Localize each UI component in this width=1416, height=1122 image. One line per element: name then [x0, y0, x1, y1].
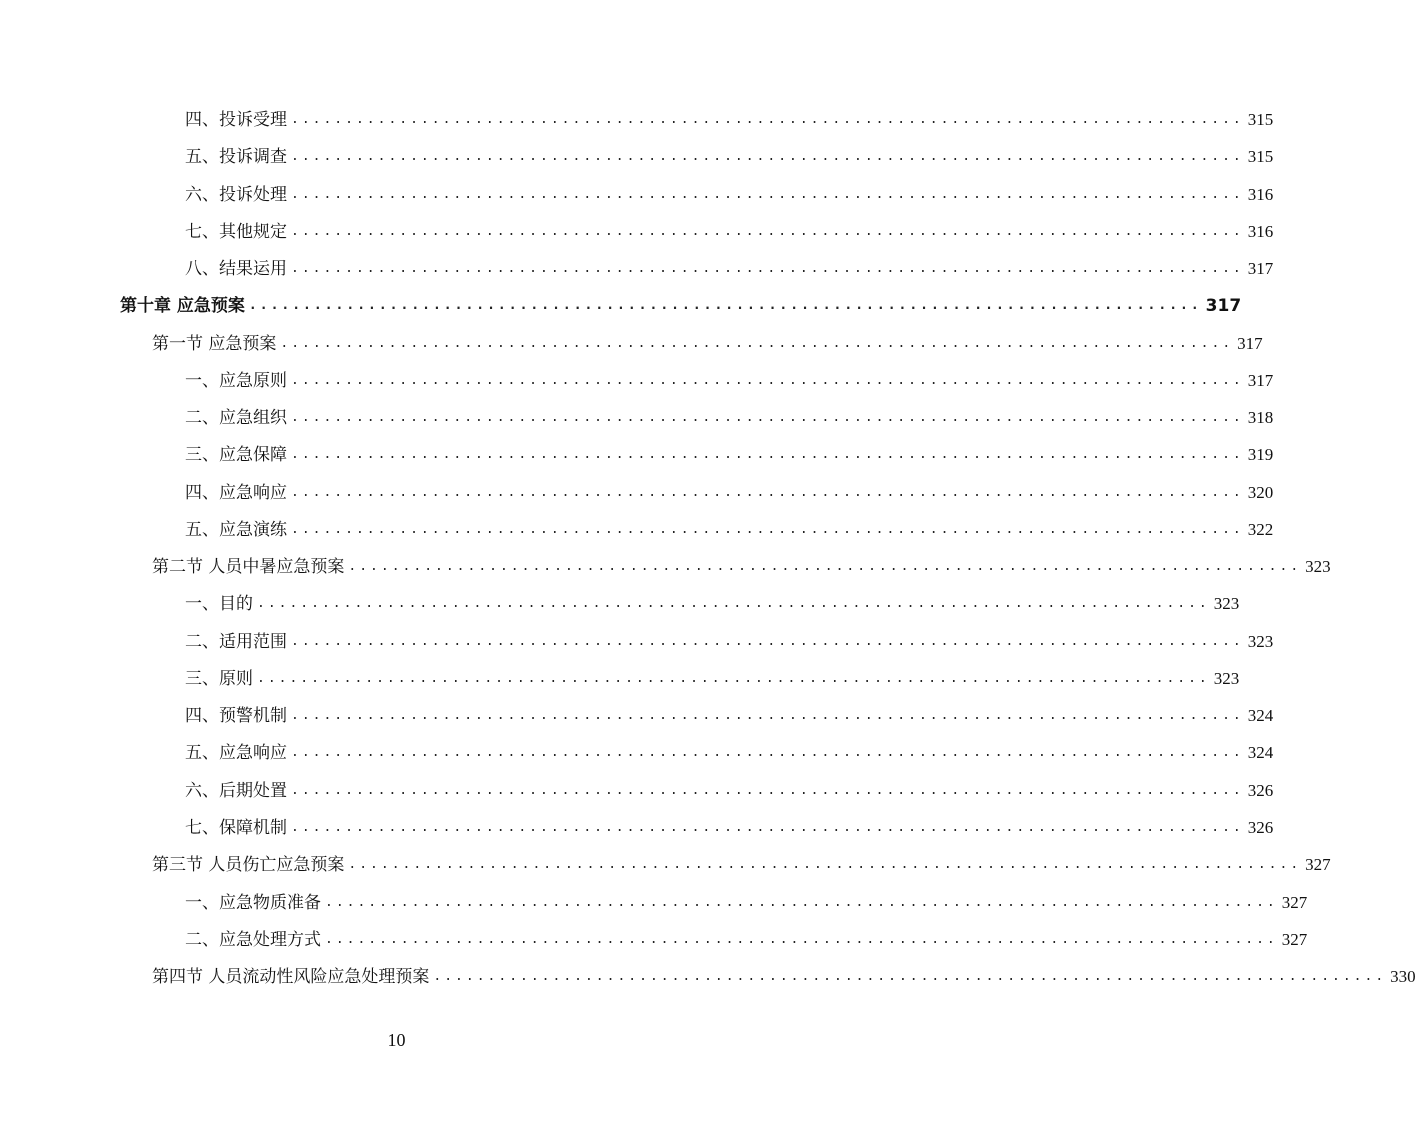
toc-entry-title: 四、投诉受理 [185, 110, 287, 130]
toc-dot-leader: ........................................................................................ [291, 224, 1244, 239]
toc-dot-leader: ........................................................................................ [291, 820, 1244, 835]
toc-entry[interactable] [185, 481, 1274, 505]
toc-section-entry[interactable] [152, 332, 1263, 356]
toc-dot-leader: ........................................................................................ [325, 895, 1278, 910]
toc-dot-leader: ........................................................................................ [348, 559, 1302, 574]
toc-dot-leader: ........................................................................................ [325, 932, 1278, 947]
toc-entry-page: 326 [1247, 781, 1274, 800]
toc-entry-title: 第二节 人员中暑应急预案 [152, 557, 345, 577]
toc-entry-title: 六、后期处置 [185, 781, 287, 801]
toc-entry[interactable] [185, 816, 1274, 840]
toc-entry-page: 317 [1247, 371, 1274, 390]
toc-entry-page: 327 [1281, 893, 1308, 912]
toc-entry-page: 324 [1247, 706, 1274, 725]
toc-entry-page: 327 [1281, 930, 1308, 949]
toc-entry-page: 317 [1237, 334, 1263, 353]
toc-entry-title: 五、投诉调查 [185, 147, 287, 167]
toc-entry[interactable] [185, 369, 1274, 393]
toc-entry-title: 第三节 人员伤亡应急预案 [152, 855, 345, 875]
toc-dot-leader: ........................................................................................ [291, 522, 1244, 537]
toc-dot-leader: ........................................................................................ [291, 373, 1244, 388]
toc-dot-leader: ........................................................................................ [291, 708, 1244, 723]
toc-entry[interactable] [185, 145, 1274, 169]
toc-entry[interactable] [185, 779, 1274, 803]
toc-entry[interactable] [185, 667, 1240, 691]
toc-entry-page: 323 [1247, 632, 1274, 651]
toc-dot-leader: ........................................................................................ [291, 783, 1244, 798]
toc-chapter-entry[interactable] [120, 294, 1242, 318]
toc-dot-leader: ........................................................................................ [291, 634, 1244, 649]
toc-entry[interactable] [185, 630, 1274, 654]
toc-dot-leader: ........................................................................................ [291, 410, 1244, 425]
toc-entry-title: 七、其他规定 [185, 222, 287, 242]
toc-entry[interactable] [185, 928, 1308, 952]
toc-entry[interactable] [185, 406, 1274, 430]
toc-entry[interactable] [185, 891, 1308, 915]
toc-entry-page: 316 [1247, 222, 1274, 241]
toc-dot-leader: ........................................................................................ [291, 187, 1244, 202]
toc-entry-page: 319 [1247, 445, 1274, 464]
toc-entry-title: 七、保障机制 [185, 818, 287, 838]
toc-dot-leader: ........................................................................................ [291, 447, 1244, 462]
toc-entry-page: 330 [1390, 967, 1416, 986]
toc-entry[interactable] [185, 257, 1274, 281]
toc-entry-title: 第十章 应急预案 [120, 296, 245, 316]
toc-dot-leader: ........................................................................................ [433, 969, 1387, 984]
toc-dot-leader: ........................................................................................ [257, 596, 1210, 611]
toc-entry-title: 八、结果运用 [185, 259, 287, 279]
toc-entry-page: 326 [1247, 818, 1274, 837]
toc-entry-title: 二、适用范围 [185, 632, 287, 652]
toc-entry-page: 318 [1247, 408, 1274, 427]
toc-dot-leader: ........................................................................................ [291, 745, 1244, 760]
toc-section-entry[interactable] [152, 853, 1331, 877]
page-number: 10 [387, 1030, 406, 1050]
toc-entry[interactable] [185, 443, 1274, 467]
toc-entry-title: 五、应急演练 [185, 520, 287, 540]
toc-entry-page: 315 [1247, 147, 1274, 166]
toc-entry-title: 二、应急组织 [185, 408, 287, 428]
toc-entry[interactable] [185, 183, 1274, 207]
toc-entry-title: 一、应急原则 [185, 371, 287, 391]
toc-entry-title: 一、应急物质准备 [185, 893, 321, 913]
toc-entry-page: 323 [1305, 557, 1331, 576]
toc-entry-page: 323 [1213, 669, 1240, 688]
toc-entry-page: 323 [1213, 594, 1240, 613]
toc-dot-leader: ........................................................................................ [257, 671, 1210, 686]
toc-dot-leader: ........................................................................................ [291, 149, 1244, 164]
toc-entry[interactable] [185, 592, 1240, 616]
toc-entry-title: 四、预警机制 [185, 706, 287, 726]
toc-entry-page: 317 [1247, 259, 1274, 278]
toc-entry-page: 317 [1205, 296, 1242, 316]
toc-entry-title: 二、应急处理方式 [185, 930, 321, 950]
toc-entry-page: 316 [1247, 185, 1274, 204]
toc-entry-title: 一、目的 [185, 594, 253, 614]
toc-dot-leader: ........................................................................................ [291, 485, 1244, 500]
toc-dot-leader: ........................................................................................ [291, 261, 1244, 276]
toc-entry-page: 315 [1247, 110, 1274, 129]
toc-dot-leader: ........................................................................................ [348, 857, 1302, 872]
toc-section-entry[interactable] [152, 555, 1331, 579]
toc-entry-title: 第一节 应急预案 [152, 334, 277, 354]
toc-entry-page: 327 [1305, 855, 1331, 874]
toc-entry[interactable] [185, 704, 1274, 728]
toc-entry[interactable] [185, 220, 1274, 244]
toc-entry-title: 六、投诉处理 [185, 185, 287, 205]
toc-entry[interactable] [185, 518, 1274, 542]
toc-entry-title: 五、应急响应 [185, 743, 287, 763]
toc-entry-title: 三、原则 [185, 669, 253, 689]
toc-dot-leader: ........................................................................................ [248, 298, 1202, 313]
toc-dot-leader: ........................................................................................ [280, 336, 1234, 351]
toc-entry[interactable] [185, 741, 1274, 765]
toc-entry-title: 第四节 人员流动性风险应急处理预案 [152, 967, 430, 987]
toc-entry-page: 322 [1247, 520, 1274, 539]
toc-entry-title: 三、应急保障 [185, 445, 287, 465]
toc-dot-leader: ........................................................................................ [291, 112, 1244, 127]
toc-section-entry[interactable] [152, 965, 1416, 989]
toc-entry-title: 四、应急响应 [185, 483, 287, 503]
toc-entry-page: 320 [1247, 483, 1274, 502]
toc-entry-page: 324 [1247, 743, 1274, 762]
toc-entry[interactable] [185, 108, 1274, 132]
